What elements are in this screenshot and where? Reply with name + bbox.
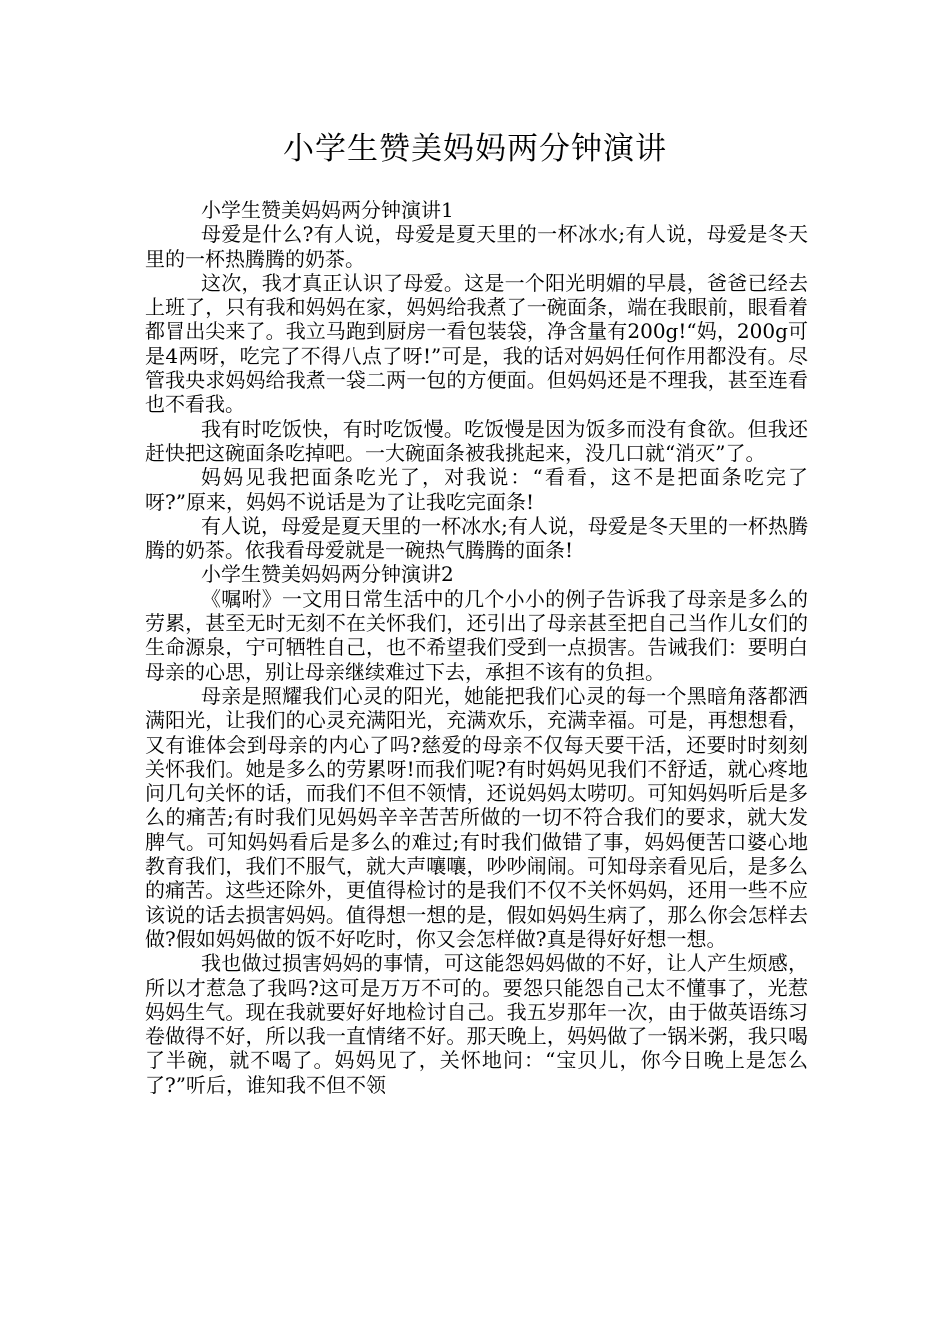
paragraph-8: 我也做过损害妈妈的事情，可这能怨妈妈做的不好，让人产生烦感，所以才惹急了我吗?这可是万万不可的。要怨只能怨自己太不懂事了，光惹妈妈生气。现在我就要好好地检讨自己。我五岁那年一次，由于做英语练习卷做得不好，所以我一直情绪不好。那天晚上，妈妈做了一锅米粥，我只喝了半碗，就不喝了。妈妈见了，关怀地问：“宝贝儿，你今日晚上是怎么了?”听后，谁知我不但不领 (145, 951, 808, 1097)
paragraph-1: 母爱是什么?有人说，母爱是夏天里的一杯冰水;有人说，母爱是冬天里的一杯热腾腾的奶茶。 (145, 222, 808, 271)
document-title: 小学生赞美妈妈两分钟演讲 (283, 131, 667, 167)
paragraph-2: 这次，我才真正认识了母爱。这是一个阳光明媚的早晨，爸爸已经去上班了，只有我和妈妈在家，妈妈给我煮了一碗面条，端在我眼前，眼看着都冒出尖来了。我立马跑到厨房一看包装袋，净含量有200g!“妈，200g可是4两呀，吃完了不得八点了呀!”可是，我的话对妈妈任何作用都没有。尽管我央求妈妈给我煮一袋二两一包的方便面。但妈妈还是不理我，甚至连看也不看我。 (145, 270, 808, 417)
paragraph-6: 《嘱咐》一文用日常生活中的几个小小的例子告诉我了母亲是多么的劳累，甚至无时无刻不在关怀我们，还引出了母亲甚至把自己当作儿女们的生命源泉，宁可牺牲自己，也不希望我们受到一点损害。告诫我们：要明白母亲的心思，别让母亲继续难过下去，承担不该有的负担。 (145, 586, 808, 684)
document-body (145, 198, 808, 1097)
paragraph-5: 有人说，母爱是夏天里的一杯冰水;有人说，母爱是冬天里的一杯热腾腾的奶茶。依我看母爱就是一碗热气腾腾的面条! (145, 513, 808, 563)
paragraph-3: 我有时吃饭快，有时吃饭慢。吃饭慢是因为饭多而没有食欲。但我还赶快把这碗面条吃掉吧。一大碗面条被我挑起来，没几口就“消灭”了。 (145, 416, 808, 465)
paragraph-4: 妈妈见我把面条吃光了，对我说：“看看，这不是把面条吃完了呀?”原来，妈妈不说话是为了让我吃完面条! (145, 465, 808, 514)
paragraph-7: 母亲是照耀我们心灵的阳光，她能把我们心灵的每一个黑暗角落都洒满阳光，让我们的心灵充满阳光，充满欢乐，充满幸福。可是，再想想看，又有谁体会到母亲的内心了吗?慈爱的母亲不仅每天要干活，还要时时刻刻关怀我们。她是多么的劳累呀!而我们呢?有时妈妈见我们不舒适，就心疼地问几句关怀的话，而我们不但不领情，还说妈妈太唠叨。可知妈妈听后是多么的痛苦;有时我们见妈妈辛辛苦苦所做的一切不符合我们的要求，就大发脾气。可知妈妈看后是多么的难过;有时我们做错了事，妈妈便苦口婆心地教育我们，我们不服气，就大声嚷嚷，吵吵闹闹。可知母亲看见后，是多么的痛苦。这些还除外，更值得检讨的是我们不仅不关怀妈妈，还用一些不应该说的话去损害妈妈。值得想一想的是，假如妈妈生病了，那么你会怎样去做?假如妈妈做的饭不好吃时，你又会怎样做?真是得好好想一想。 (145, 683, 808, 951)
section-heading-2: 小学生赞美妈妈两分钟演讲2 (201, 562, 454, 587)
section-heading-1: 小学生赞美妈妈两分钟演讲1 (201, 198, 454, 222)
